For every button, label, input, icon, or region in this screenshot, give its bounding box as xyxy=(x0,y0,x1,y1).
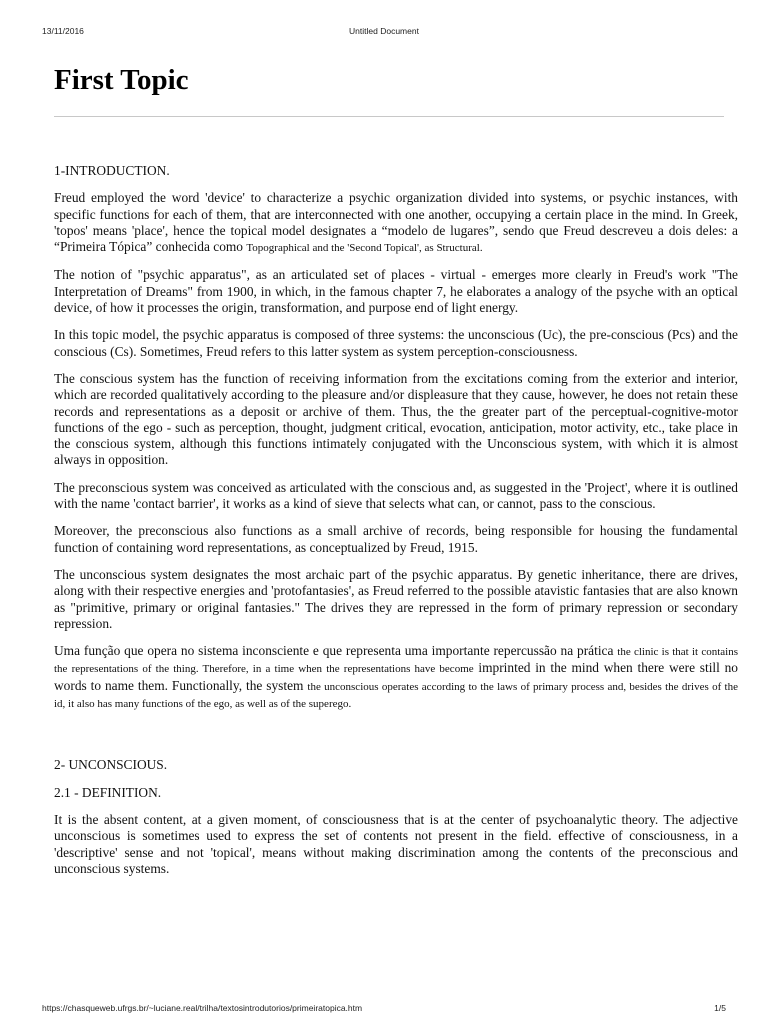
paragraph-preconscious-system: The preconscious system was conceived as articulated with the conscious and, as suggested in the 'Project', where it is outlined with the name 'contact barrier', it works as a kind of sieve that selects what can, or cannot, pass to the conscious. xyxy=(54,479,738,512)
title-divider xyxy=(54,116,724,117)
paragraph-unconscious-function-small-1: the clinic is that it contains the representations of the thing. Therefore, in a time when the representations have become xyxy=(54,646,738,676)
paragraph-three-systems: In this topic model, the psychic apparatus is composed of three systems: the unconscious (Uc), the pre-conscious (Pcs) and the conscious (Cs). Sometimes, Freud refers to this latter system as system perception-consciousness. xyxy=(54,327,738,359)
document-body xyxy=(54,163,738,888)
print-footer xyxy=(42,1003,726,1015)
paragraph-preconscious-archive: Moreover, the preconscious also functions as a small archive of records, being responsible for housing the fundamental function of containing word representations, as conceptualized by Freud, 1915. xyxy=(54,523,738,555)
subsection-heading-definition: 2.1 - DEFINITION. xyxy=(54,784,162,800)
paragraph-unconscious-function xyxy=(54,643,738,712)
paragraph-conscious-system: The conscious system has the function of receiving information from the excitations coming from the exterior and interior, which are recorded qualitatively according to the pleasure and/or displeasure that they cause, however, he does not retain these records and representations as a deposit or archive of them. Thus, the the greater part of the perceptual-cognitive-motor functions of the ego - such as perception, thought, judgment critical, evocation, anticipation, motor activity, etc., take place in the conscious system, although this functions intimately conjugated with the Unconscious system, with which it is almost always in opposition. xyxy=(54,370,738,468)
paragraph-unconscious-function-mid: imprinted in the mind when there were still no words to name them. Functionally, the system xyxy=(54,660,738,693)
page-title: First Topic xyxy=(54,64,189,96)
section-heading-introduction: 1-INTRODUCTION. xyxy=(54,163,170,178)
paragraph-unconscious-function-small-2: the unconscious operates according to the laws of primary process and, besides the drives of the id, it also has many functions of the ego, as well as of the superego. xyxy=(54,680,738,711)
page-number: 1/5 xyxy=(714,1003,726,1013)
paragraph-psychic-apparatus: The notion of "psychic apparatus", as an articulated set of places - virtual - emerges more clearly in Freud's work "The Interpretation of Dreams" from 1900, in which, in the famous chapter 7, he elaborates a analogy of the psyche with an optical device, of how it processes the origin, transformation, and purpose end of light energy. xyxy=(54,267,738,316)
print-date: 13/11/2016 xyxy=(42,26,84,36)
paragraph-device-text: Freud employed the word 'device' to characterize a psychic organization divided into systems, or psychic instances, with specific functions for each of them, that are interconnected with one another, occupying a certain place in the mind. In Greek, 'topos' means 'place', hence the topical model designates a “modelo de lugares”, sendo que Freud descreveu a dois deles: a “Primeira Tópica” conhecida como xyxy=(54,190,738,255)
print-header xyxy=(42,26,726,38)
print-document-title: Untitled Document xyxy=(349,26,419,36)
paragraph-unconscious-function-text: Uma função que opera no sistema inconsciente e que representa uma importante repercussão na prática xyxy=(54,643,614,659)
section-heading-unconscious: 2- UNCONSCIOUS. xyxy=(54,757,168,773)
print-url: https://chasqueweb.ufrgs.br/~luciane.real/trilha/textosintrodutorios/primeiratopica.htm xyxy=(42,1003,363,1013)
paragraph-definition: It is the absent content, at a given moment, of consciousness that is at the center of psychoanalytic theory. The adjective unconscious is sometimes used to express the set of contents not present in the field. effective of consciousness, in a 'descriptive' sense and not 'topical', means without making discrimination among the contents of the preconscious and unconscious systems. xyxy=(54,811,738,876)
paragraph-device-tail: Topographical and the 'Second Topical', as Structural. xyxy=(246,242,483,255)
paragraph-unconscious-system: The unconscious system designates the most archaic part of the psychic apparatus. By genetic inheritance, there are drives, along with their respective energies and 'protofantasies', as Freud referred to the possible atavistic fantasies that are also known as "primitive, primary or original fantasies." The drives they are repressed in the form of primary repression or secondary repression. xyxy=(54,566,738,631)
paragraph-device xyxy=(54,190,738,256)
